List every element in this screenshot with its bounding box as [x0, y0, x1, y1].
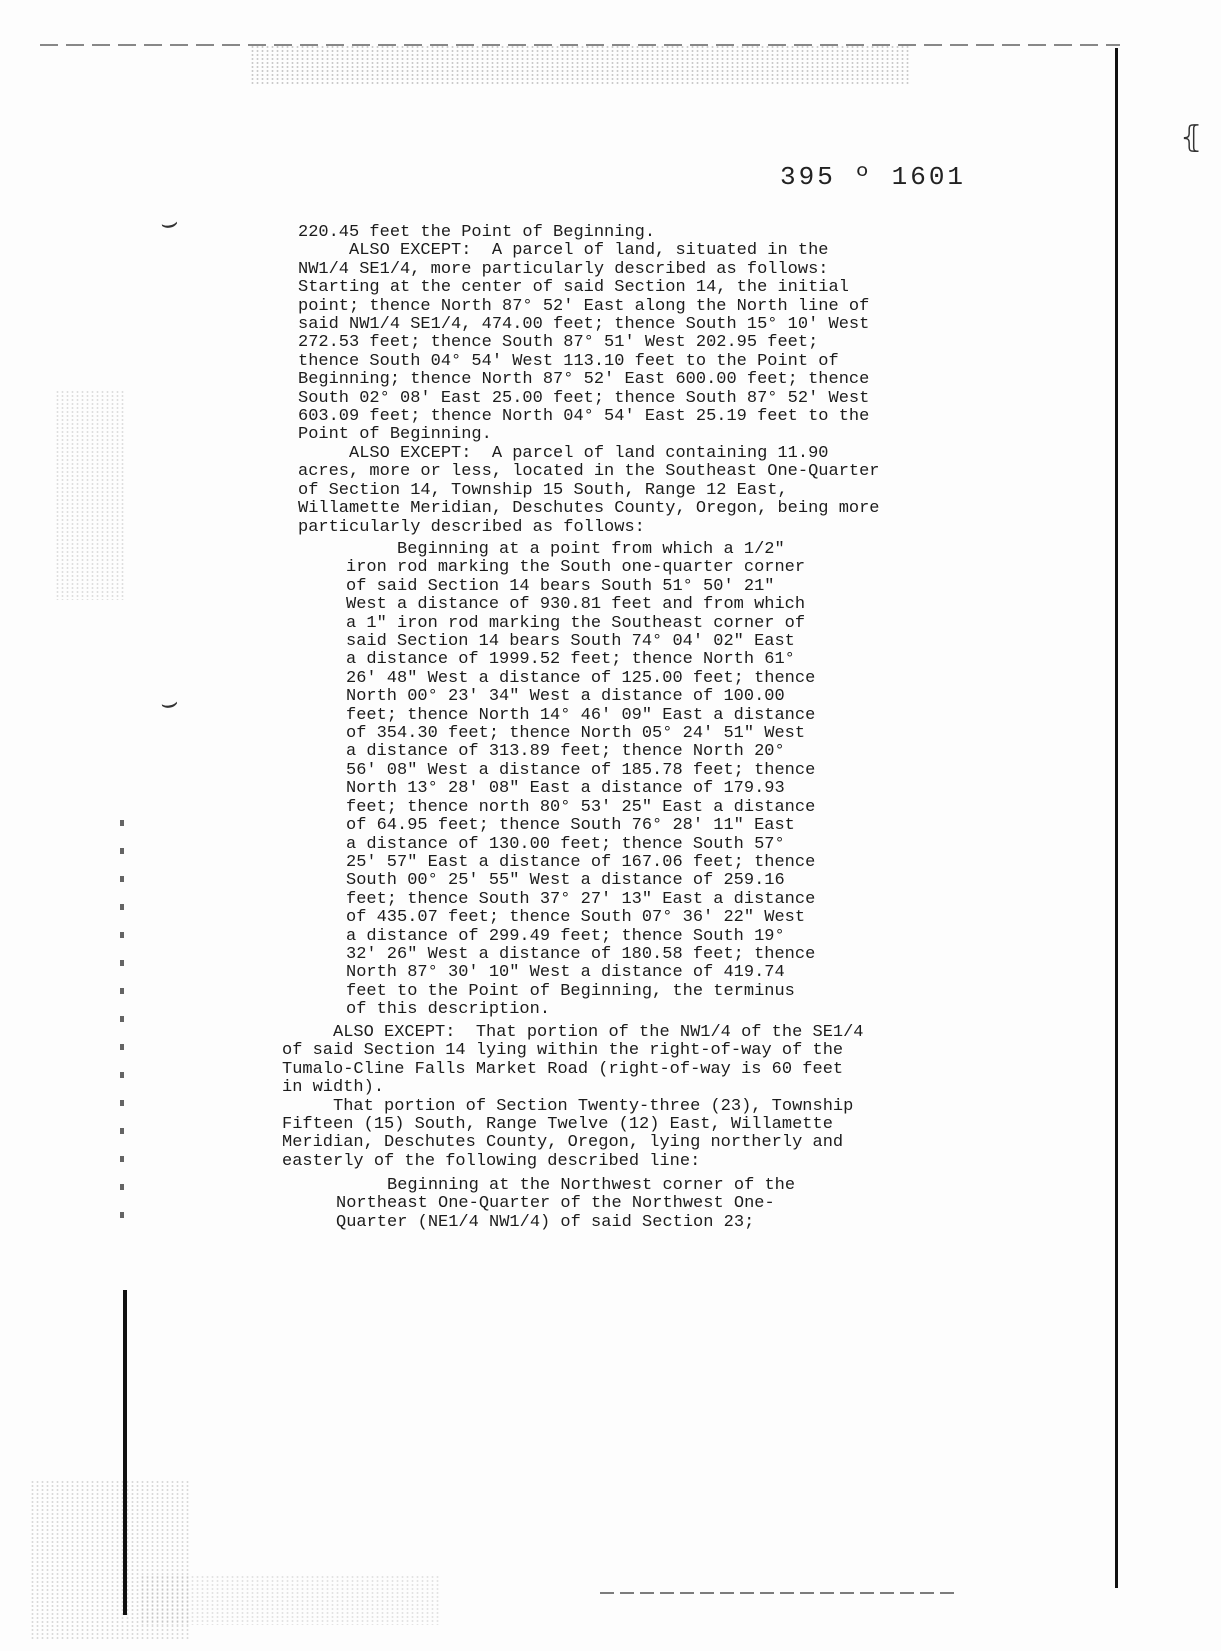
text-line: of said Section 14 bears South 51° 50' 21" — [346, 576, 775, 596]
text-line: a distance of 1999.52 feet; thence North 61° — [346, 650, 795, 670]
text-line: ALSO EXCEPT: That portion of the NW1/4 of the SE1/4 — [282, 1023, 864, 1042]
text-line: Tumalo-Cline Falls Market Road (right-of-way is 60 feet — [282, 1059, 844, 1079]
text-line: 603.09 feet; thence North 04° 54' East 25.19 feet to the — [298, 407, 870, 427]
text-line: West a distance of 930.81 feet and from which — [346, 595, 806, 615]
text-line: acres, more or less, located in the Southeast One-Quarter — [298, 462, 880, 482]
text-line: Northeast One-Quarter of the Northwest One- — [336, 1194, 775, 1214]
text-line: point; thence North 87° 52' East along the North line of — [298, 296, 870, 316]
top-scan-edge — [40, 44, 1120, 46]
text-line: said NW1/4 SE1/4, 474.00 feet; thence South 15° 10' West — [298, 315, 870, 335]
text-line: of Section 14, Township 15 South, Range 12 East, — [298, 480, 788, 500]
text-line: North 87° 30' 10" West a distance of 419.74 — [346, 963, 785, 983]
text-line: Fifteen (15) South, Range Twelve (12) East, Willamette — [282, 1115, 833, 1135]
legal-description-block-b — [346, 541, 815, 1020]
text-line: a distance of 130.00 feet; thence South 57° — [346, 834, 785, 854]
margin-bracket-icon: ⦃ — [1180, 120, 1203, 155]
text-line: of said Section 14 lying within the right-of-way of the — [282, 1041, 844, 1061]
text-line: Beginning; thence North 87° 52' East 600.00 feet; thence — [298, 370, 870, 390]
text-line: Beginning at a point from which a 1/2" — [346, 540, 785, 559]
text-line: of this description. — [346, 1000, 551, 1020]
text-line: 56' 08" West a distance of 185.78 feet; thence — [346, 760, 816, 780]
text-line: 220.45 feet the Point of Beginning. — [298, 223, 656, 242]
text-line: 25' 57" East a distance of 167.06 feet; thence — [346, 852, 816, 872]
right-page-border — [1115, 48, 1118, 1588]
text-line: said Section 14 bears South 74° 04' 02" East — [346, 632, 795, 652]
text-line: 32' 26" West a distance of 180.58 feet; thence — [346, 944, 816, 964]
text-line: of 435.07 feet; thence South 07° 36' 22" West — [346, 908, 806, 928]
scan-noise-top — [250, 45, 910, 85]
text-line: feet; thence South 37° 27' 13" East a distance — [346, 889, 816, 909]
text-line: Starting at the center of said Section 14, the initial — [298, 278, 849, 298]
text-line: 272.53 feet; thence South 87° 51' West 202.95 feet; — [298, 333, 819, 353]
scan-noise-left — [55, 390, 125, 600]
text-line: South 00° 25' 55" West a distance of 259.16 — [346, 871, 785, 891]
text-line: a 1" iron rod marking the Southeast corner of — [346, 613, 806, 633]
legal-description-block-a — [298, 224, 880, 537]
legal-description-block-c — [282, 1024, 864, 1171]
bottom-scan-edge — [600, 1592, 960, 1594]
page-number: 395 º 1601 — [780, 162, 967, 192]
text-line: North 00° 23' 34" West a distance of 100.00 — [346, 687, 785, 707]
text-line: 26' 48" West a distance of 125.00 feet; thence — [346, 668, 816, 688]
text-line: particularly described as follows: — [298, 517, 645, 537]
legal-description-block-d — [336, 1177, 795, 1232]
text-line: ALSO EXCEPT: A parcel of land containing 11.90 — [298, 443, 829, 463]
text-line: a distance of 313.89 feet; thence North 20° — [346, 742, 785, 762]
text-line: Meridian, Deschutes County, Oregon, lying northerly and — [282, 1133, 844, 1153]
text-line: Beginning at the Northwest corner of the — [336, 1176, 796, 1195]
text-line: in width). — [282, 1078, 385, 1098]
text-line: Willamette Meridian, Deschutes County, Oregon, being more — [298, 499, 880, 519]
text-line: That portion of Section Twenty-three (23), Township — [282, 1096, 854, 1116]
text-line: thence South 04° 54' West 113.10 feet to the Point of — [298, 351, 839, 371]
text-line: feet; thence North 14° 46' 09" East a distance — [346, 705, 816, 725]
text-line: NW1/4 SE1/4, more particularly described as follows: — [298, 259, 829, 279]
text-line: iron rod marking the South one-quarter corner — [346, 558, 806, 578]
left-page-border — [123, 1290, 127, 1615]
hole-punch-mark-icon: ⌣ — [157, 684, 182, 721]
text-line: ALSO EXCEPT: A parcel of land, situated in the — [298, 241, 829, 261]
hole-punch-mark-icon: ⌣ — [157, 204, 182, 241]
text-line: feet; thence north 80° 53' 25" East a distance — [346, 797, 816, 817]
text-line: Point of Beginning. — [298, 425, 492, 445]
scan-noise-bottom — [140, 1575, 440, 1625]
text-line: feet to the Point of Beginning, the terminus — [346, 981, 795, 1001]
text-line: easterly of the following described line: — [282, 1151, 701, 1171]
text-line: North 13° 28' 08" East a distance of 179.93 — [346, 779, 785, 799]
text-line: a distance of 299.49 feet; thence South 19° — [346, 926, 785, 946]
left-margin-marks — [120, 820, 124, 1240]
text-line: Quarter (NE1/4 NW1/4) of said Section 23; — [336, 1212, 755, 1232]
text-line: of 64.95 feet; thence South 76° 28' 11" East — [346, 816, 795, 836]
text-line: South 02° 08' East 25.00 feet; thence South 87° 52' West — [298, 388, 870, 408]
text-line: of 354.30 feet; thence North 05° 24' 51" West — [346, 724, 806, 744]
